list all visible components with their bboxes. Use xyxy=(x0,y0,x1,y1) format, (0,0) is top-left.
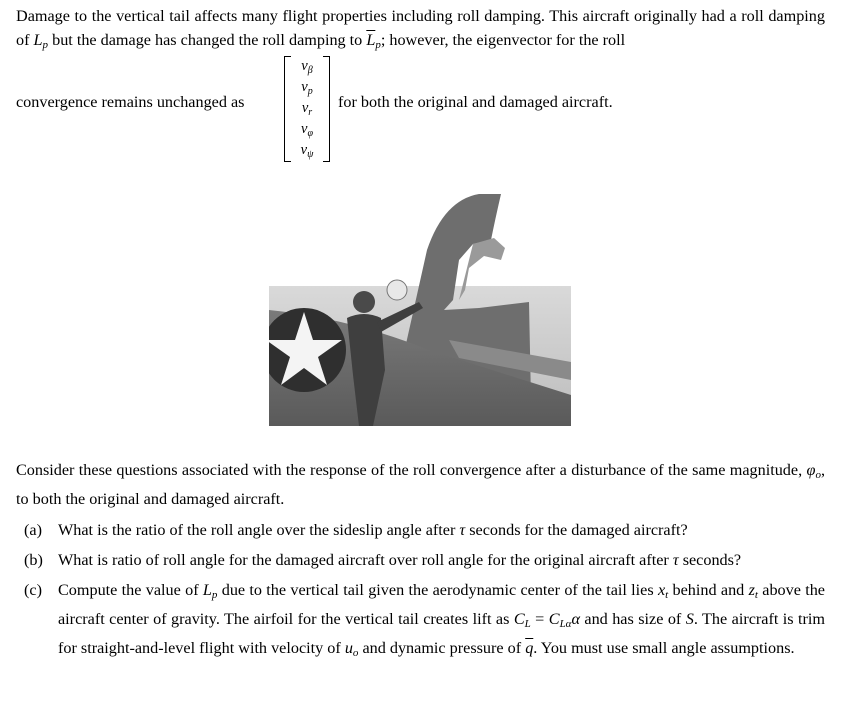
question-a xyxy=(24,518,825,542)
vector-entry-beta: $v_\beta$ xyxy=(301,58,313,76)
consider-text-2: , to both the original and damaged aircraft. xyxy=(16,461,825,508)
intro-text-1: Damage to the vertical tail affects many flight properties including roll damping. This aircraft originally had a roll damping of xyxy=(16,7,825,49)
eigenvector-matrix xyxy=(284,54,330,164)
aircraft-tail-photo xyxy=(269,190,571,426)
right-bracket xyxy=(323,56,330,162)
eigen-text-before: convergence remains unchanged as xyxy=(16,93,245,111)
phi-o-symbol: $\varphi_o$ xyxy=(806,461,821,481)
eigen-text-after: for both the original and damaged aircraft. xyxy=(338,93,613,111)
vector-entry-phi: $v_\varphi$ xyxy=(301,121,313,139)
lp-symbol: $L_p$ xyxy=(33,31,49,51)
vector-entry-p: $v_p$ xyxy=(301,79,313,97)
vector-entry-psi: $v_\psi$ xyxy=(300,142,314,160)
tail-marking-circle xyxy=(387,280,407,300)
intro-text-2: but the damage has changed the roll damping to xyxy=(48,31,367,49)
eigenvector-line xyxy=(16,54,825,164)
question-text: What is the ratio of the roll angle over the sideslip angle after τ seconds for the damaged aircraft? xyxy=(58,521,688,539)
question-label: (c) xyxy=(24,581,42,599)
consider-text-1: Consider these questions associated with the response of the roll convergence after a disturbance of the same magnitude, xyxy=(16,461,807,479)
pilot-head xyxy=(353,291,375,313)
question-text: Compute the value of $L_p$ due to the vertical tail given the aerodynamic center of the tail lies $x_t$ behind and $z_t$ above the aircraft center of gravity. The airfoil for the vertical tail creates lift as $C_L = C_{L\alpha}\alpha$ and has size of S. The aircraft is trim for straight-and-level flight with velocity of $u_o$ and dynamic pressure of $\overline{q}$. You must use small angle assumptions. xyxy=(58,581,825,659)
consider-paragraph xyxy=(16,458,825,511)
intro-text-3: ; however, the eigenvector for the roll xyxy=(380,31,626,49)
question-list xyxy=(24,518,825,671)
question-label: (b) xyxy=(24,551,43,569)
question-c xyxy=(24,578,825,665)
lp-bar-symbol: $\overline{L}_p$ xyxy=(366,31,381,51)
left-bracket xyxy=(284,56,291,162)
question-b xyxy=(24,548,825,572)
question-text: What is ratio of roll angle for the damaged aircraft over roll angle for the original aircraft after τ seconds? xyxy=(58,551,742,569)
question-label: (a) xyxy=(24,521,42,539)
vector-entry-r: $v_r$ xyxy=(301,100,313,118)
intro-paragraph xyxy=(16,4,825,57)
